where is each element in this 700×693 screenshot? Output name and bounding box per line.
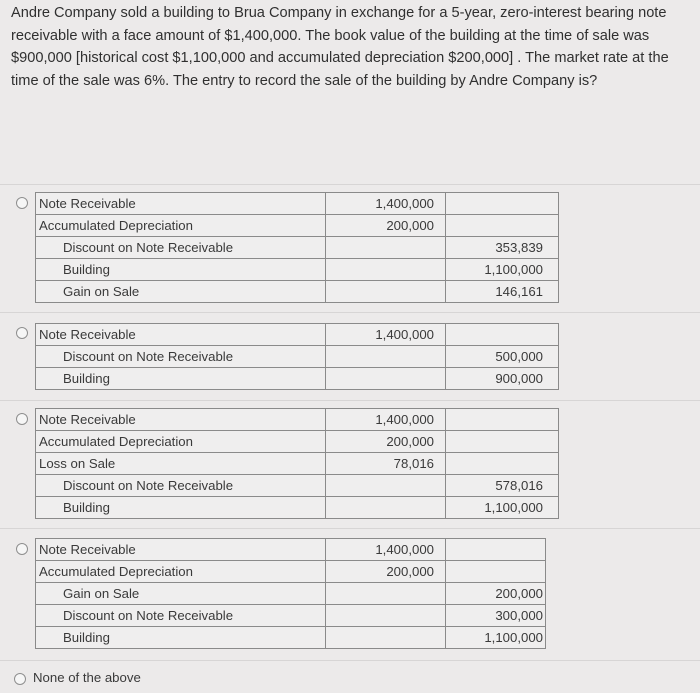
- table-row: [36, 368, 559, 390]
- credit-cell: 578,016: [446, 475, 559, 497]
- table-row: [36, 627, 546, 649]
- option-d-radio[interactable]: [16, 543, 28, 555]
- credit-cell: [446, 409, 559, 431]
- divider: [0, 528, 700, 529]
- none-of-the-above-label[interactable]: None of the above: [33, 670, 141, 685]
- account-cell: Discount on Note Receivable: [36, 475, 326, 497]
- divider: [0, 184, 700, 185]
- account-cell: Discount on Note Receivable: [36, 346, 326, 368]
- option-a-entry-table: [35, 192, 559, 303]
- question-text: Andre Company sold a building to Brua Company in exchange for a 5-year, zero-interest bearing note receivable with a face amount of $1,400,000. The book value of the building at the time of sale was $900,000 [historical cost $1,100,000 and accumulated depreciation $200,000] . The market rate at the time of the sale was 6%. The entry to record the sale of the building by Andre Company is?: [11, 5, 669, 89]
- debit-cell: 200,000: [326, 215, 446, 237]
- account-cell: Gain on Sale: [36, 583, 326, 605]
- table-row: [36, 605, 546, 627]
- table-row: [36, 409, 559, 431]
- credit-cell: [446, 561, 546, 583]
- table-row: [36, 475, 559, 497]
- account-cell: Note Receivable: [36, 539, 326, 561]
- account-cell: Note Receivable: [36, 193, 326, 215]
- option-a-radio[interactable]: [16, 197, 28, 209]
- table-row: [36, 281, 559, 303]
- account-cell: Gain on Sale: [36, 281, 326, 303]
- account-cell: Building: [36, 368, 326, 390]
- credit-cell: [446, 215, 559, 237]
- account-cell: Building: [36, 259, 326, 281]
- credit-cell: 300,000: [446, 605, 546, 627]
- account-cell: Note Receivable: [36, 409, 326, 431]
- credit-cell: 1,100,000: [446, 627, 546, 649]
- credit-cell: 146,161: [446, 281, 559, 303]
- account-cell: Building: [36, 497, 326, 519]
- table-row: [36, 561, 546, 583]
- account-cell: Building: [36, 627, 326, 649]
- credit-cell: [446, 193, 559, 215]
- table-row: [36, 259, 559, 281]
- debit-cell: 200,000: [326, 431, 446, 453]
- debit-cell: 1,400,000: [326, 193, 446, 215]
- debit-cell: [326, 627, 446, 649]
- debit-cell: [326, 475, 446, 497]
- credit-cell: 900,000: [446, 368, 559, 390]
- table-row: [36, 324, 559, 346]
- debit-cell: [326, 281, 446, 303]
- table-row: [36, 453, 559, 475]
- credit-cell: 1,100,000: [446, 259, 559, 281]
- debit-cell: 200,000: [326, 561, 446, 583]
- table-row: [36, 193, 559, 215]
- credit-cell: [446, 453, 559, 475]
- table-row: [36, 497, 559, 519]
- table-row: [36, 583, 546, 605]
- divider: [0, 660, 700, 661]
- debit-cell: 1,400,000: [326, 409, 446, 431]
- credit-cell: 500,000: [446, 346, 559, 368]
- credit-cell: [446, 539, 546, 561]
- debit-cell: 1,400,000: [326, 539, 446, 561]
- option-b-radio[interactable]: [16, 327, 28, 339]
- divider: [0, 400, 700, 401]
- debit-cell: 78,016: [326, 453, 446, 475]
- option-d-entry-table: [35, 538, 546, 649]
- option-b-entry-table: [35, 323, 559, 390]
- debit-cell: [326, 346, 446, 368]
- credit-cell: 200,000: [446, 583, 546, 605]
- table-row: [36, 539, 546, 561]
- option-e-radio[interactable]: [14, 673, 26, 685]
- account-cell: Loss on Sale: [36, 453, 326, 475]
- account-cell: Accumulated Depreciation: [36, 431, 326, 453]
- debit-cell: 1,400,000: [326, 324, 446, 346]
- table-row: [36, 346, 559, 368]
- option-c-entry-table: [35, 408, 559, 519]
- account-cell: Discount on Note Receivable: [36, 605, 326, 627]
- debit-cell: [326, 583, 446, 605]
- debit-cell: [326, 605, 446, 627]
- debit-cell: [326, 237, 446, 259]
- divider: [0, 312, 700, 313]
- option-c-radio[interactable]: [16, 413, 28, 425]
- credit-cell: 353,839: [446, 237, 559, 259]
- credit-cell: [446, 431, 559, 453]
- account-cell: Discount on Note Receivable: [36, 237, 326, 259]
- table-row: [36, 215, 559, 237]
- debit-cell: [326, 259, 446, 281]
- account-cell: Accumulated Depreciation: [36, 215, 326, 237]
- account-cell: Note Receivable: [36, 324, 326, 346]
- table-row: [36, 431, 559, 453]
- table-row: [36, 237, 559, 259]
- credit-cell: [446, 324, 559, 346]
- debit-cell: [326, 368, 446, 390]
- account-cell: Accumulated Depreciation: [36, 561, 326, 583]
- credit-cell: 1,100,000: [446, 497, 559, 519]
- debit-cell: [326, 497, 446, 519]
